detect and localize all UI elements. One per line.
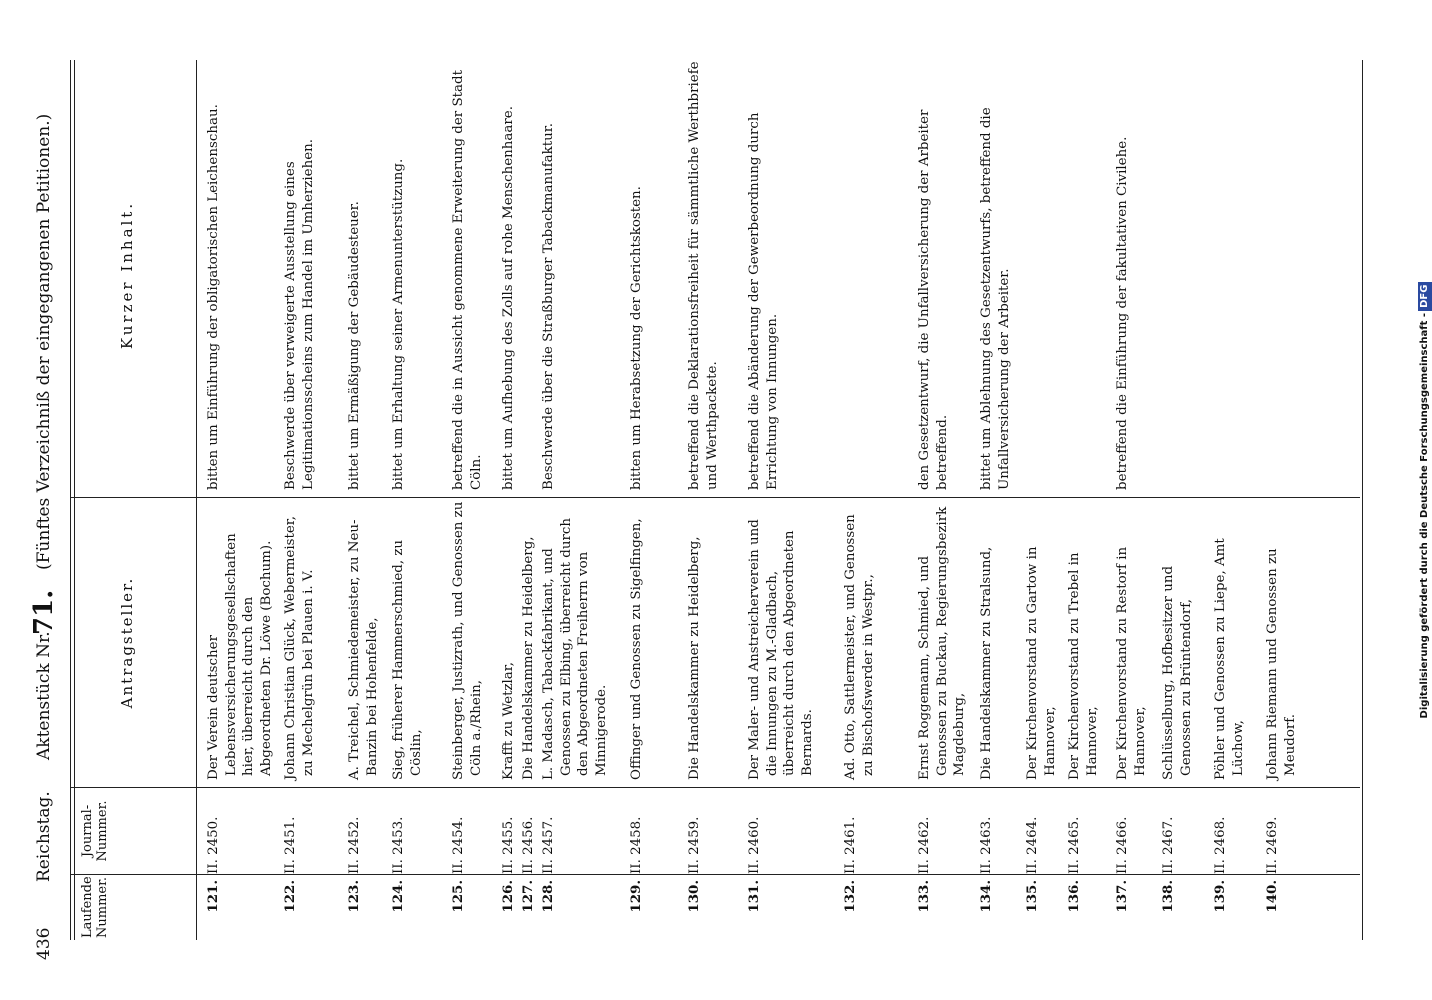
petitioner: Steinberger, Justizrath, und Genossen zu Cöln a./Rhein,: [451, 501, 484, 780]
petitioner: Sieg, früherer Hammerschmied, zu Cöslin,: [391, 539, 424, 780]
petitioner: Pöhler und Genossen zu Liepe, Amt Lüchow,: [1213, 538, 1246, 780]
journal-number: II. 2457.: [541, 816, 556, 874]
journal-number: II. 2464.: [1025, 816, 1040, 874]
petitioner: Johann Riemann und Genossen zu Meudorf.: [1265, 548, 1298, 780]
petitioner: Schlüsselburg, Hofbesitzer und Genossen zu Brüntendorf,: [1161, 565, 1194, 780]
petition-content: bittet um Ablehnung des Gesetzentwurfs, betreffend die Unfallversicherung der Arbeiter.: [979, 107, 1012, 490]
journal-number: II. 2462.: [917, 816, 932, 874]
top-rule: [70, 60, 71, 940]
petitioner: Der Kirchenvorstand zu Gartow in Hannover,: [1025, 546, 1058, 780]
petition-content: betreffend die in Aussicht genommene Erweiterung der Stadt Cöln.: [451, 70, 484, 490]
col-header-antragsteller: Antragsteller.: [118, 576, 136, 709]
col-divider-3: [70, 497, 1360, 498]
petition-content: bittet um Erhaltung seiner Armenunterstützung.: [391, 158, 406, 490]
journal-number: II. 2468.: [1213, 816, 1228, 874]
row-number: 121.: [205, 880, 221, 913]
header-title-prefix: Aktenstück Nr.: [34, 631, 54, 760]
petitioner: Ernst Roggemann, Schmied, und Genossen zu Buckau, Regierungsbezirk Magdeburg,: [917, 506, 967, 780]
petition-content: bittet um Aufhebung des Zolls auf rohe Menschenhaare.: [501, 106, 516, 490]
journal-number: II. 2458.: [629, 816, 644, 874]
row-number: 128.: [540, 880, 556, 913]
top-rule-2: [74, 60, 75, 940]
journal-number: II. 2452.: [347, 816, 362, 874]
petitioner: Der Kirchenvorstand zu Trebel in Hannover,: [1067, 552, 1100, 780]
journal-number: II. 2467.: [1161, 816, 1176, 874]
petition-content: den Gesetzentwurf, die Unfallversicherung der Arbeiter betreffend.: [917, 109, 950, 490]
petitioner: Johann Christian Glück, Webermeister, zu Mechelgrün bei Plauen i. V.: [283, 516, 316, 780]
header-rule: [196, 60, 197, 940]
row-number: 131.: [746, 880, 762, 913]
journal-number: II. 2459.: [687, 816, 702, 874]
row-number: 134.: [978, 880, 994, 913]
row-number: 133.: [916, 880, 932, 913]
petitioner: Krafft zu Wetzlar,: [501, 662, 516, 780]
row-number: 137.: [1114, 880, 1130, 913]
petitioner: Offinger und Genossen zu Sigelfingen,: [629, 518, 644, 780]
header-title: (Fünftes Verzeichniß der eingegangenen Petitionen.): [34, 113, 54, 570]
journal-number: II. 2450.: [206, 816, 221, 874]
journal-number: II. 2460.: [747, 816, 762, 874]
col-header-laufende: Laufende Nummer.: [80, 876, 110, 938]
row-number: 129.: [628, 880, 644, 913]
row-number: 122.: [282, 880, 298, 913]
journal-number: II. 2466.: [1115, 816, 1130, 874]
col-divider-1: [70, 874, 1360, 875]
petition-content: betreffend die Deklarationsfreiheit für sämmtliche Werthbriefe und Werthpackete.: [687, 61, 720, 490]
row-number: 125.: [450, 880, 466, 913]
header-doc-number: 71.: [29, 589, 59, 635]
digitization-note: [1418, 0, 1432, 1000]
petition-content: bitten um Einführung der obligatorischen Leichenschau.: [206, 104, 221, 490]
col-header-inhalt: Kurzer Inhalt.: [118, 200, 136, 350]
row-number: 138.: [1160, 880, 1176, 913]
journal-number: II. 2454.: [451, 816, 466, 874]
petitioner: Der Kirchenvorstand zu Restorf in Hannover,: [1115, 546, 1148, 780]
journal-number: II. 2456.: [521, 816, 536, 874]
journal-number: II. 2469.: [1265, 816, 1280, 874]
petitioner: L. Madasch, Tabackfabrikant, und Genossen zu Elbing, überreicht durch den Abgeordneten Freiherrn von Minnigerode.: [541, 517, 609, 780]
row-number: 130.: [686, 880, 702, 913]
petitioner: Die Handelskammer zu Heidelberg,: [687, 536, 702, 780]
row-number: 126.: [500, 880, 516, 913]
petitioner: Die Handelskammer zu Stralsund,: [979, 546, 994, 780]
row-number: 123.: [346, 880, 362, 913]
petitioner: Der Verein deutscher Lebensversicherungsgesellschaften hier, überreicht durch den Abgeordneten Dr. Löwe (Bochum).: [206, 533, 274, 780]
journal-number: II. 2453.: [391, 816, 406, 874]
journal-number: II. 2463.: [979, 816, 994, 874]
row-number: 132.: [842, 880, 858, 913]
row-number: 135.: [1024, 880, 1040, 913]
journal-number: II. 2451.: [283, 816, 298, 874]
dfg-logo: DFG: [1418, 282, 1432, 311]
page-number: 436: [34, 927, 54, 960]
header-reichstag: Reichstag.: [34, 791, 54, 882]
row-number: 139.: [1212, 880, 1228, 913]
journal-number: II. 2455.: [501, 816, 516, 874]
petitioner: A. Treichel, Schmiedemeister, zu Neu-Banzin bei Hohenfelde,: [347, 519, 380, 780]
petitioner: Der Maler- und Anstreicherverein und die Innungen zu M.-Gladbach, überreicht durch den Abgeordneten Bernards.: [747, 519, 815, 780]
col-header-journal: Journal-Nummer.: [80, 800, 110, 862]
petition-content: Beschwerde über die Straßburger Tabackmanufaktur.: [541, 123, 556, 490]
petition-content: betreffend die Einführung der fakultativen Civilehe.: [1115, 136, 1130, 490]
row-number: 136.: [1066, 880, 1082, 913]
row-number: 127.: [520, 880, 536, 913]
petitioner: Ad. Otto, Sattlermeister, und Genossen zu Bischofswerder in Westpr.,: [843, 514, 876, 780]
petition-content: betreffend die Abänderung der Gewerbeordnung durch Errichtung von Innungen.: [747, 112, 780, 490]
row-number: 124.: [390, 880, 406, 913]
petitioner: Die Handelskammer zu Heidelberg,: [521, 536, 536, 780]
col-divider-2: [70, 787, 1360, 788]
journal-number: II. 2461.: [843, 816, 858, 874]
petition-content: Beschwerde über verweigerte Ausstellung eines Legitimationsscheins zum Handel im Umherziehen.: [283, 138, 316, 490]
bottom-rule: [1362, 60, 1363, 940]
petition-content: bittet um Ermäßigung der Gebäudesteuer.: [347, 201, 362, 490]
digitization-text: Digitalisierung gefördert durch die Deutsche Forschungsgemeinschaft -: [1419, 312, 1430, 719]
row-number: 140.: [1264, 880, 1280, 913]
journal-number: II. 2465.: [1067, 816, 1082, 874]
petition-content: bitten um Herabsetzung der Gerichtskosten.: [629, 186, 644, 490]
